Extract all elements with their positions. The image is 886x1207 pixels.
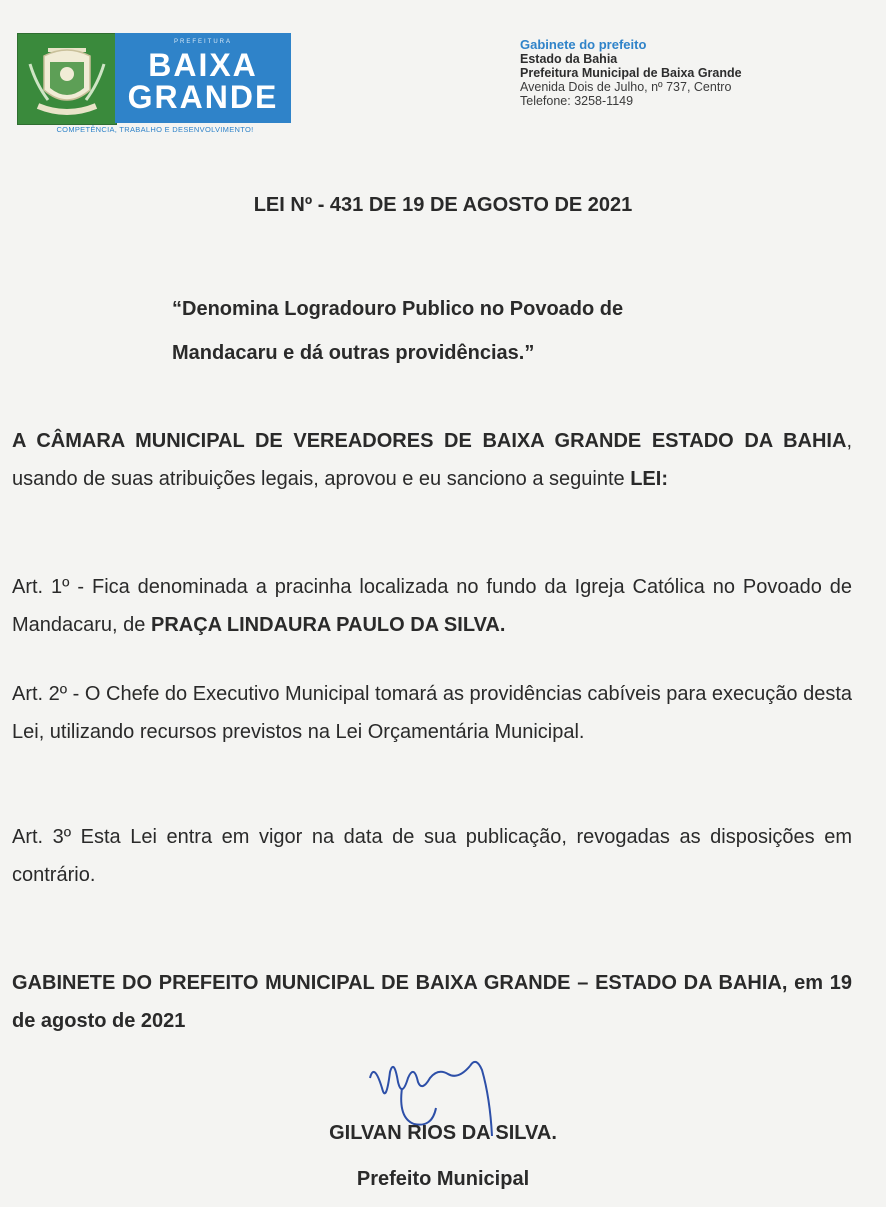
enactment-end: LEI:	[630, 468, 668, 490]
logo-line-1: BAIXA	[148, 47, 258, 83]
address: Avenida Dois de Julho, nº 737, Centro	[520, 80, 732, 94]
logo-small-text: PREFEITURA	[173, 39, 232, 45]
logo-wordmark	[115, 33, 291, 123]
phone: Telefone: 3258-1149	[520, 94, 634, 108]
header-contact	[520, 38, 860, 108]
law-title: LEI Nº - 431 DE 19 DE AGOSTO DE 2021	[253, 194, 633, 216]
article-1	[12, 568, 852, 644]
closing-statement: GABINETE DO PREFEITO MUNICIPAL DE BAIXA GRANDE – ESTADO DA BAHIA, em 19 de agosto de 2021	[12, 972, 852, 1032]
article-2: Art. 2º - O Chefe do Executivo Municipal tomará as providências cabíveis para execução desta Lei, utilizando recursos previstos na Lei Orçamentária Municipal.	[12, 683, 852, 743]
article-1-text: Art. 1º - Fica denominada a pracinha localizada no fundo da Igreja Católica no Povoado de Mandacaru, de	[12, 576, 852, 636]
article-3: Art. 3º Esta Lei entra em vigor na data de sua publicação, revogadas as disposições em contrário.	[12, 826, 852, 886]
enactment-authority: A CÂMARA MUNICIPAL DE VEREADORES DE BAIXA GRANDE ESTADO DA BAHIA	[12, 430, 847, 452]
law-summary	[172, 287, 772, 375]
summary-line-1: “Denomina Logradouro Publico no Povoado de	[172, 298, 624, 320]
state-name: Estado da Bahia	[520, 52, 618, 66]
prefecture-logo	[17, 33, 293, 139]
enactment-paragraph	[12, 422, 852, 498]
article-1-square-name: PRAÇA LINDAURA PAULO DA SILVA.	[150, 614, 506, 636]
logo-tagline: COMPETÊNCIA, TRABALHO E DESENVOLVIMENTO!	[56, 125, 254, 134]
signer-name: GILVAN RIOS DA SILVA.	[329, 1122, 557, 1144]
logo-line-2: GRANDE	[127, 79, 279, 115]
enactment-text: , usando de suas atribuições legais, aprovou e eu sanciono a seguinte	[12, 430, 852, 490]
coat-of-arms-icon	[17, 33, 117, 125]
signer-role: Prefeito Municipal	[356, 1168, 530, 1190]
office-name: Gabinete do prefeito	[520, 37, 647, 52]
summary-line-2: Mandacaru e dá outras providências.”	[172, 342, 535, 364]
prefecture-name: Prefeitura Municipal de Baixa Grande	[520, 66, 742, 80]
